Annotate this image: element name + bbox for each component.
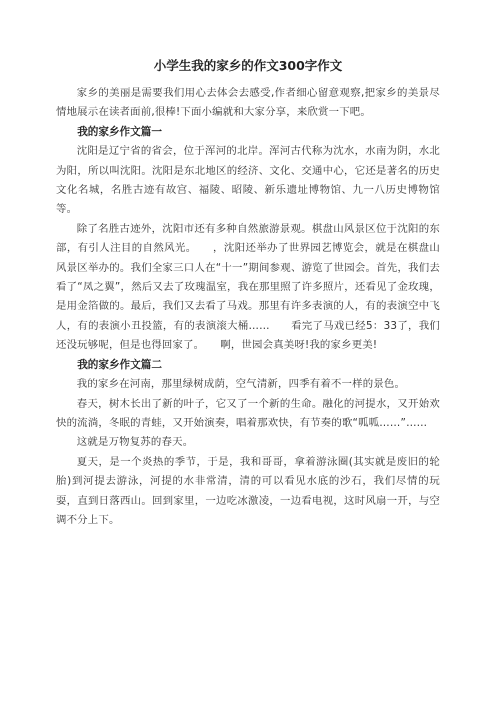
section-paragraph: 夏天，是一个炎热的季节，于是，我和哥哥，拿着游泳圈(其实就是废旧的轮胎)到河提去游泳，河提的水非常清，清的可以看见水底的沙石，我们尽情的玩耍，直到日落西山。回到家里，一边吃冰激凌，一边看电视，这时风扇一开，与空调不分上下。: [56, 455, 440, 526]
section-paragraph: 沈阳是辽宁省的省会，位于浑河的北岸。浑河古代称为沈水，水南为阴，水北为阳，所以叫沈阳。沈阳是东北地区的经济、文化、交通中心，它还是著名的历史文化名城，名胜古迹有故宫、福陵、昭陵、新乐遗址博物馆、九一八历史博物馆等。: [56, 145, 440, 216]
intro-paragraph: 家乡的美丽是需要我们用心去体会去感受,作者细心留意观察,把家乡的美景尽情地展示在读者面前,很棒!下面小编就和大家分享，来欣赏一下吧。: [56, 87, 440, 119]
section-2: [56, 356, 440, 531]
section-paragraph: 这就是万物复苏的春天。: [76, 436, 194, 449]
document-title: 小学生我的家乡的作文300字作文: [153, 58, 343, 73]
section-paragraph: 我的家乡在河南，那里绿树成荫，空气清新，四季有着不一样的景色。: [76, 378, 406, 391]
section-paragraph: 春天，树木长出了新的叶子，它又了一个新的生命。融化的河提水，又开始欢快的流淌，冬眠的青蛙，又开始演奏，唱着那欢快，有节奏的歌“呱呱……”……: [56, 397, 440, 429]
section-heading: 我的家乡作文篇一: [77, 125, 162, 138]
section-heading: 我的家乡作文篇二: [77, 358, 162, 371]
section-paragraph: 除了名胜古迹外，沈阳市还有多种自然旅游景观。棋盘山风景区位于沈阳的东部，有引人注目的自然风光。 ，沈阳还举办了世界园艺博览会，就是在棋盘山风景区举办的。我们全家三口人在“十一”期间参观、游览了世园会。首先，我们去看了“凤之翼”，然后又去了玫瑰温室，我在那里照了许多照片，还看见了金玫瑰，是用金箔做的。最后，我们又去看了马戏。那里有许多表演的人，有的表演空中飞人，有的表演小丑投篮，有的表演滚大桶…… 看完了马戏已经5：33了，我们还没玩够呢，但是也得回家了。 啊，世园会真美呀!我的家乡更美!: [56, 222, 440, 352]
section-1: [56, 123, 440, 356]
